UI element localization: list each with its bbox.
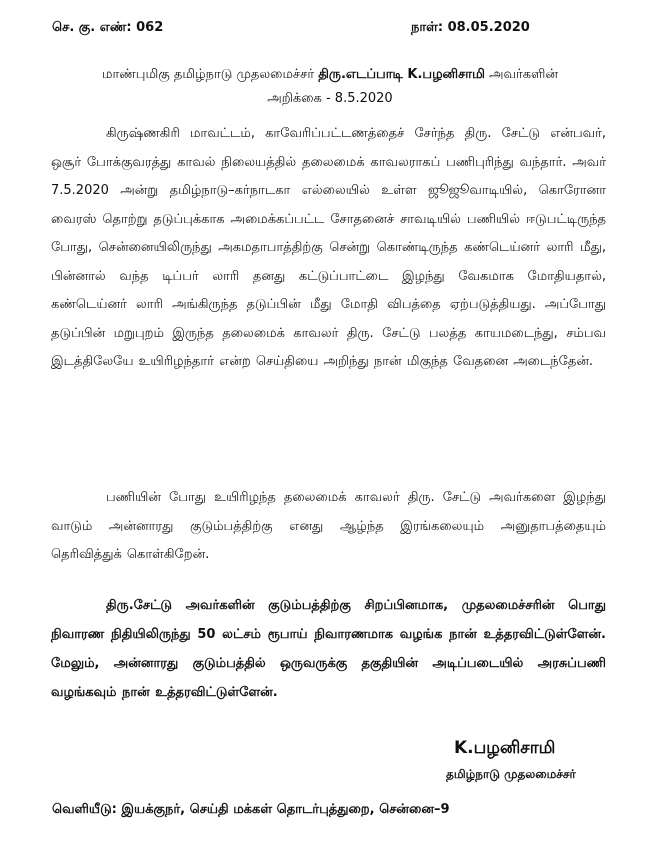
title-suffix: அவர்களின் [484, 67, 558, 82]
statement-title [40, 67, 620, 83]
release-date: நாள்: 08.05.2020 [411, 20, 530, 35]
signatory-name: K.பழனிசாமி [454, 738, 556, 758]
release-footer: வெளியீடு: இயக்குநர், செய்தி மக்கள் தொடர்புத்துறை, சென்னை–9 [52, 802, 450, 817]
signatory-designation: தமிழ்நாடு முதலமைச்சர் [446, 767, 576, 781]
body-paragraph-1: கிருஷ்ணகிரி மாவட்டம், காவேரிப்பட்டணத்தைச் சேர்ந்த திரு. சேட்டு என்பவர், ஒசூர் போக்குவரத்து காவல் நிலையத்தில் தலைமைக் காவலராகப் பணிபுரிந்து வந்தார். அவர் 7.5.2020 அன்று தமிழ்நாடு–கர்நாடகா எல்லையில் உள்ள ஜூஜூவாடியில், கொரோனா வைரஸ் தொற்று தடுப்புக்காக அமைக்கப்பட்ட சோதனைச் சாவடியில் பணியில் ஈடுபட்டிருந்த போது, சென்னையிலிருந்து அகமதாபாத்திற்கு சென்று கொண்டிருந்த கண்டெய்னர் லாரி மீது, பின்னால் வந்த டிப்பர் லாரி தனது கட்டுப்பாட்டை இழந்து வேகமாக மோதியதால், கண்டெய்னர் லாரி அங்கிருந்த தடுப்பின் மீது மோதி விபத்தை ஏற்படுத்தியது. அப்போது தடுப்பின் மறுபுறம் இருந்த தலைமைக் காவலர் திரு. சேட்டு பலத்த காயமடைந்து, சம்பவ இடத்திலேயே உயிரிழந்தார் என்ற செய்தியை அறிந்து நான் மிகுந்த வேதனை அடைந்தேன். [51, 126, 606, 369]
reference-number: செ. கு. எண்: 062 [52, 20, 164, 35]
title-chief-minister-name: திரு.எடப்பாடி K.பழனிசாமி [318, 67, 485, 82]
body-paragraph-3: திரு.சேட்டு அவர்களின் குடும்பத்திற்கு சிறப்பினமாக, முதலமைச்சரின் பொது நிவாரண நிதியிலிருந்து 50 லட்சம் ரூபாய் நிவாரணமாக வழங்க நான் உத்தரவிட்டுள்ளேன். மேலும், அன்னாரது குடும்பத்தில் ஒருவருக்கு தகுதியின் அடிப்படையில் அரசுப்பணி வழங்கவும் நான் உத்தரவிட்டுள்ளேன். [51, 598, 606, 700]
body-paragraph-2: பணியின் போது உயிரிழந்த தலைமைக் காவலர் திரு. சேட்டு அவர்களை இழந்து வாடும் அன்னாரது குடும்பத்திற்கு எனது ஆழ்ந்த இரங்கலையும் அனுதாபத்தையும் தெரிவித்துக் கொள்கிறேன். [51, 490, 606, 562]
statement-subtitle: அறிக்கை - 8.5.2020 [267, 91, 393, 106]
title-prefix: மாண்புமிகு தமிழ்நாடு முதலமைச்சர் [102, 67, 319, 82]
